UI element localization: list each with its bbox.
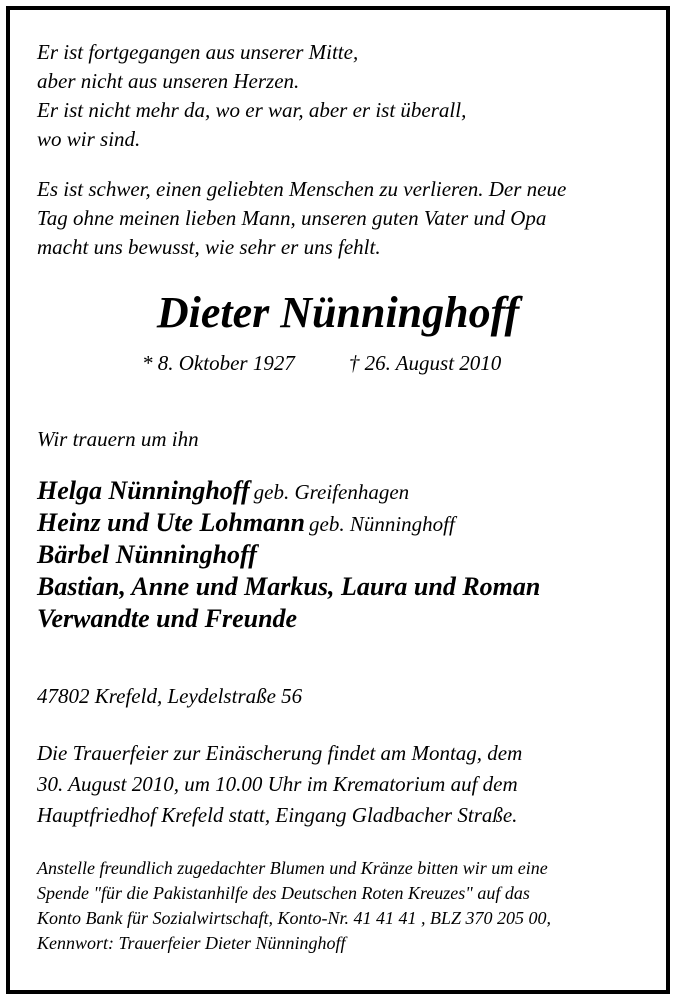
birth-date: * 8. Oktober 1927: [142, 351, 295, 375]
death-date: † 26. August 2010: [348, 351, 502, 375]
life-dates: [142, 349, 501, 377]
donation-line: Spende "für die Pakistanhilfe des Deutschen Roten Kreuzes" auf das: [37, 883, 530, 903]
donation-line: Kennwort: Trauerfeier Dieter Nünninghoff: [37, 933, 346, 953]
poem-block: [37, 38, 466, 154]
poem-line: Er ist fortgegangen aus unserer Mitte,: [37, 40, 359, 64]
service-line: Hauptfriedhof Krefeld statt, Eingang Gladbacher Straße.: [37, 803, 518, 827]
donation-line: Konto Bank für Sozialwirtschaft, Konto-Nr. 41 41 41 , BLZ 370 205 00,: [37, 908, 552, 928]
family-list: [37, 475, 540, 635]
family-member: [37, 507, 540, 539]
service-line: Die Trauerfeier zur Einäscherung findet am Montag, dem: [37, 741, 523, 765]
intro-line: Tag ohne meinen lieben Mann, unseren guten Vater und Opa: [37, 206, 547, 230]
family-member: [37, 603, 540, 635]
intro-paragraph: [37, 175, 566, 262]
family-member-note: geb. Greifenhagen: [253, 480, 410, 504]
family-member: [37, 571, 540, 603]
family-member-name: Heinz und Ute Lohmann: [37, 508, 306, 537]
deceased-name: Dieter Nünninghoff: [156, 288, 520, 337]
donation-line: Anstelle freundlich zugedachter Blumen und Kränze bitten wir um eine: [37, 858, 548, 878]
family-member-name: Helga Nünninghoff: [37, 476, 250, 505]
intro-line: Es ist schwer, einen geliebten Menschen zu verlieren. Der neue: [37, 177, 567, 201]
service-line: 30. August 2010, um 10.00 Uhr im Krematorium auf dem: [37, 772, 518, 796]
family-member-name: Bastian, Anne und Markus, Laura und Roman: [37, 572, 541, 601]
family-member-note: geb. Nünninghoff: [309, 512, 455, 536]
family-member: [37, 475, 540, 507]
donation-note: [37, 856, 551, 956]
poem-line: wo wir sind.: [37, 127, 141, 151]
intro-line: macht uns bewusst, wie sehr er uns fehlt.: [37, 235, 381, 259]
service-paragraph: [37, 738, 522, 831]
mourning-line: Wir trauern um ihn: [37, 427, 199, 451]
obituary-frame: [6, 6, 670, 994]
poem-line: Er ist nicht mehr da, wo er war, aber er ist überall,: [37, 98, 467, 122]
poem-line: aber nicht aus unseren Herzen.: [37, 69, 300, 93]
family-member: [37, 539, 540, 571]
family-member-name: Verwandte und Freunde: [37, 604, 298, 633]
address: 47802 Krefeld, Leydelstraße 56: [37, 684, 303, 708]
family-member-name: Bärbel Nünninghoff: [37, 540, 257, 569]
